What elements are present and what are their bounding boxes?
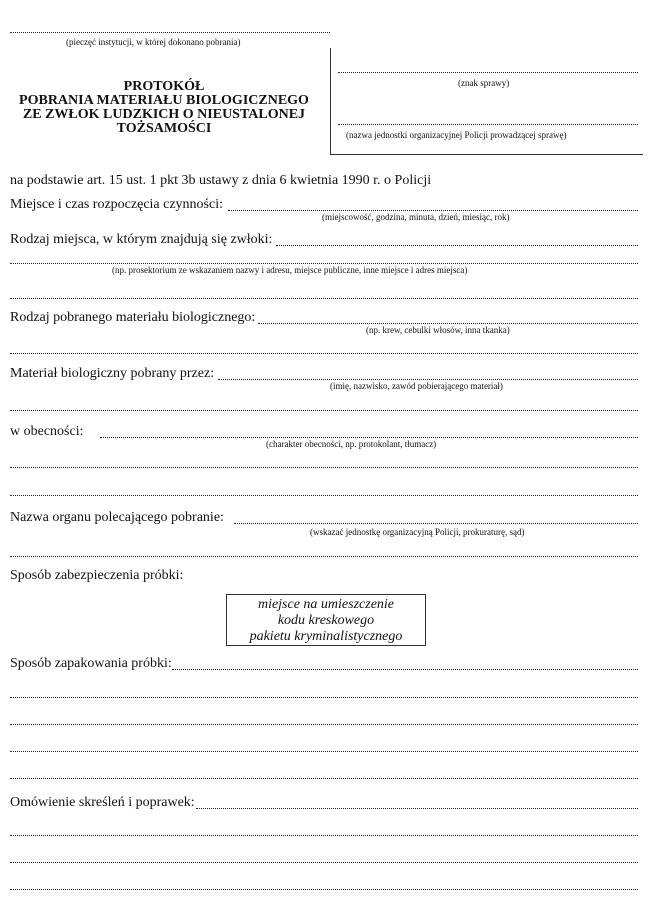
ordering-body-line-2[interactable] — [10, 556, 638, 557]
barcode-text-line-1: miejsce na umieszczenie — [257, 597, 395, 612]
presence-label: w obecności: — [10, 424, 84, 439]
packing-line-4[interactable] — [10, 751, 638, 752]
place-type-caption: (np. prosektorium ze wskazaniem nazwy i adresu, miejsce publiczne, inne miejsce i adres miejsca) — [112, 265, 468, 275]
document-title-line-3: ZE ZWŁOK LUDZKICH O NIEUSTALONEJ — [22, 107, 306, 122]
corrections-line-1[interactable] — [196, 808, 638, 809]
case-sign-line[interactable] — [338, 72, 638, 73]
place-type-line-1[interactable] — [276, 245, 638, 246]
legal-basis: na podstawie art. 15 ust. 1 pkt 3b ustawy z dnia 6 kwietnia 1990 r. o Policji — [10, 173, 432, 188]
packing-line-5[interactable] — [10, 778, 638, 779]
place-type-line-3[interactable] — [10, 298, 638, 299]
barcode-text-line-2: kodu kreskowego — [277, 613, 375, 628]
material-type-caption: (np. krew, cebulki włosów, inna tkanka) — [366, 325, 510, 335]
header-box-left-border — [330, 48, 331, 155]
place-time-line[interactable] — [228, 210, 638, 211]
unit-name-caption: (nazwa jednostki organizacyjnej Policji prowadzącej sprawę) — [346, 130, 567, 140]
collected-by-label: Materiał biologiczny pobrany przez: — [10, 366, 215, 381]
presence-line-2[interactable] — [10, 467, 638, 468]
document-title-line-4: TOŻSAMOŚCI — [116, 121, 212, 136]
case-sign-caption: (znak sprawy) — [458, 78, 510, 88]
place-time-caption: (miejscowość, godzina, minuta, dzień, miesiąc, rok) — [322, 212, 510, 222]
presence-caption: (charakter obecności, np. protokolant, tłumacz) — [266, 439, 437, 449]
unit-name-line[interactable] — [338, 124, 638, 125]
ordering-body-label: Nazwa organu polecającego pobranie: — [10, 510, 224, 525]
packing-line-2[interactable] — [10, 697, 638, 698]
material-type-line-1[interactable] — [258, 323, 638, 324]
collected-by-caption: (imię, nazwisko, zawód pobierającego materiał) — [330, 381, 503, 391]
ordering-body-caption: (wskazać jednostkę organizacyjną Policji, prokuraturę, sąd) — [310, 527, 525, 537]
document-title-line-2: POBRANIA MATERIAŁU BIOLOGICZNEGO — [19, 93, 309, 108]
presence-line-3[interactable] — [10, 495, 638, 496]
stamp-line — [10, 32, 330, 33]
barcode-text-line-3: pakietu kryminalistycznego — [249, 629, 403, 644]
corrections-line-3[interactable] — [10, 862, 638, 863]
packing-line-3[interactable] — [10, 724, 638, 725]
securing-label: Sposób zabezpieczenia próbki: — [10, 568, 184, 583]
document-title-line-1: PROTOKÓŁ — [123, 79, 205, 94]
presence-line-1[interactable] — [100, 437, 638, 438]
place-time-label: Miejsce i czas rozpoczęcia czynności: — [10, 197, 224, 212]
material-type-line-2[interactable] — [10, 353, 638, 354]
barcode-placeholder-box — [226, 594, 426, 646]
packing-line-1[interactable] — [172, 669, 638, 670]
collected-by-line-2[interactable] — [10, 410, 638, 411]
material-type-label: Rodzaj pobranego materiału biologicznego: — [10, 310, 256, 325]
stamp-caption: (pieczęć instytucji, w której dokonano pobrania) — [66, 37, 241, 47]
place-type-line-2[interactable] — [10, 263, 638, 264]
ordering-body-line-1[interactable] — [234, 523, 638, 524]
corrections-line-2[interactable] — [10, 835, 638, 836]
corrections-label: Omówienie skreśleń i poprawek: — [10, 795, 195, 810]
packing-label: Sposób zapakowania próbki: — [10, 656, 172, 671]
collected-by-line-1[interactable] — [218, 379, 638, 380]
place-type-label: Rodzaj miejsca, w którym znajdują się zwłoki: — [10, 232, 273, 247]
corrections-line-4[interactable] — [10, 889, 638, 890]
header-box-bottom-border — [330, 154, 643, 155]
